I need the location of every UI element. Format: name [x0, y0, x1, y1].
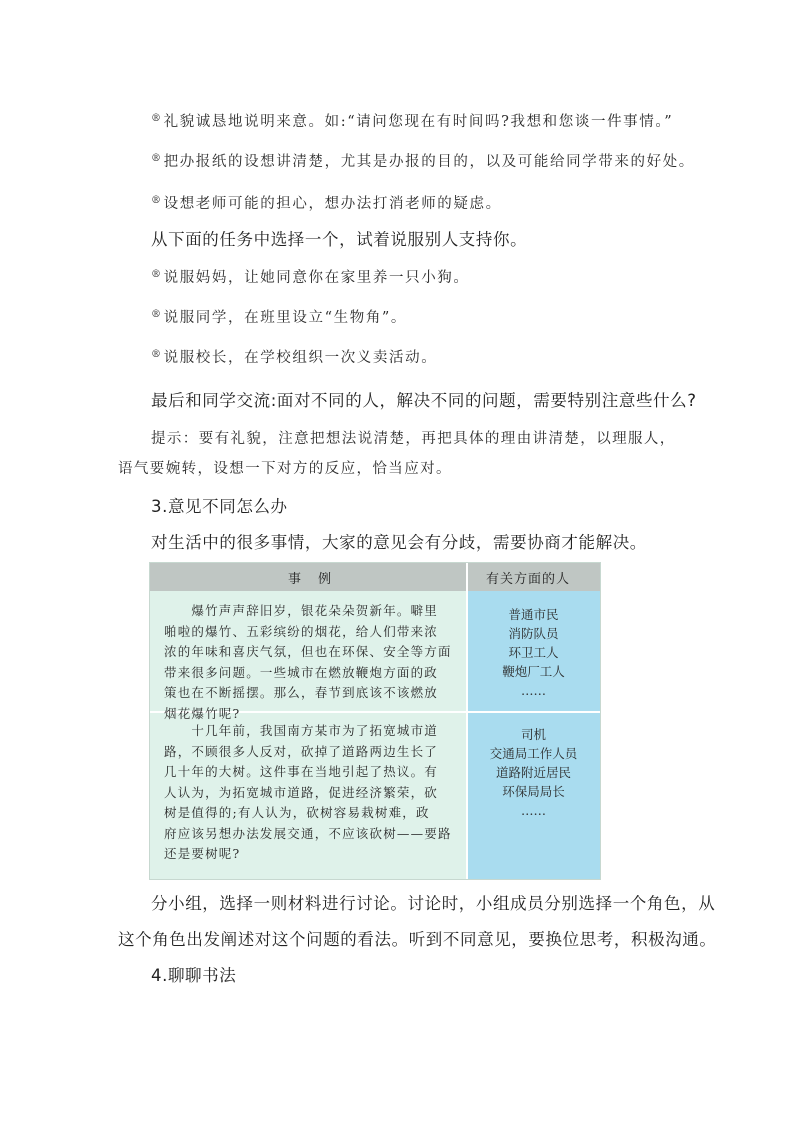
task-2: ®说服同学，在班里设立“生物角”。 [151, 309, 408, 326]
hint-line-1: 提示：要有礼貌，注意把想法说清楚，再把具体的理由讲清楚，以理服人， [151, 431, 676, 447]
section-3-title: 3.意见不同怎么办 [151, 497, 288, 516]
group-line-1: 分小组，选择一则材料进行讨论。讨论时，小组成员分别选择一个角色，从 [151, 894, 716, 913]
bullet-mark: ® [151, 113, 163, 124]
case-table [149, 562, 601, 880]
header-case: 事 例 [288, 572, 334, 587]
case-cell-2: 十几年前，我国南方某市为了拓宽城市道 路，不顾很多人反对，砍掉了道路两边生长了 几十年的大树。这件事在当地引起了热议。有 人认为，为拓宽城市道路，促进经济繁荣，砍 树是值得的;有人认为，砍树容易栽树难，政 府应该另想办法发展交通，不应该砍树——要路 还是要树呢? [164, 723, 452, 861]
tip-2: ®把办报纸的设想讲清楚，尤其是办报的目的，以及可能给同学带来的好处。 [151, 153, 695, 170]
bullet-mark: ® [151, 153, 163, 164]
people-cell-1: 普通市民 消防队员 环卫工人 鞭炮厂工人 …… [502, 607, 565, 698]
bullet-mark: ® [151, 309, 163, 320]
section-3-intro: 对生活中的很多事情，大家的意见会有分歧，需要协商才能解决。 [151, 533, 647, 552]
task-3: ®说服校长，在学校组织一次义卖活动。 [151, 349, 438, 366]
discussion-question: 最后和同学交流:面对不同的人，解决不同的问题，需要特别注意些什么? [151, 391, 697, 410]
case-cell-1: 爆竹声声辞旧岁，银花朵朵贺新年。噼里 啪啦的爆竹、五彩缤纷的烟花，给人们带来浓 浓的年味和喜庆气氛，但也在环保、安全等方面 带来很多问题。一些城市在燃放鞭炮方面的政 策也在不断摇摆。那么，春节到底该不该燃放 烟花爆竹呢? [164, 603, 452, 721]
task-1: ®说服妈妈，让她同意你在家里养一只小狗。 [151, 269, 470, 286]
group-line-2: 这个角色出发阐述对这个问题的看法。听到不同意见，要换位思考，积极沟通。 [118, 930, 717, 949]
bullet-mark: ® [151, 349, 163, 360]
bullet-mark: ® [151, 269, 163, 280]
people-cell-2: 司机 交通局工作人员 道路附近居民 环保局局长 …… [489, 727, 578, 818]
tip-3: ®设想老师可能的担心，想办法打消老师的疑虑。 [151, 195, 502, 212]
task-intro: 从下面的任务中选择一个，试着说服别人支持你。 [151, 230, 528, 249]
bullet-mark: ® [151, 195, 163, 206]
section-4-title: 4.聊聊书法 [151, 966, 237, 985]
tip-1: ®礼貌诚恳地说明来意。如:“请问您现在有时间吗?我想和您谈一件事情。” [151, 113, 674, 130]
hint-line-2: 语气要婉转，设想一下对方的反应，恰当应对。 [118, 461, 452, 477]
header-people: 有关方面的人 [486, 572, 571, 587]
